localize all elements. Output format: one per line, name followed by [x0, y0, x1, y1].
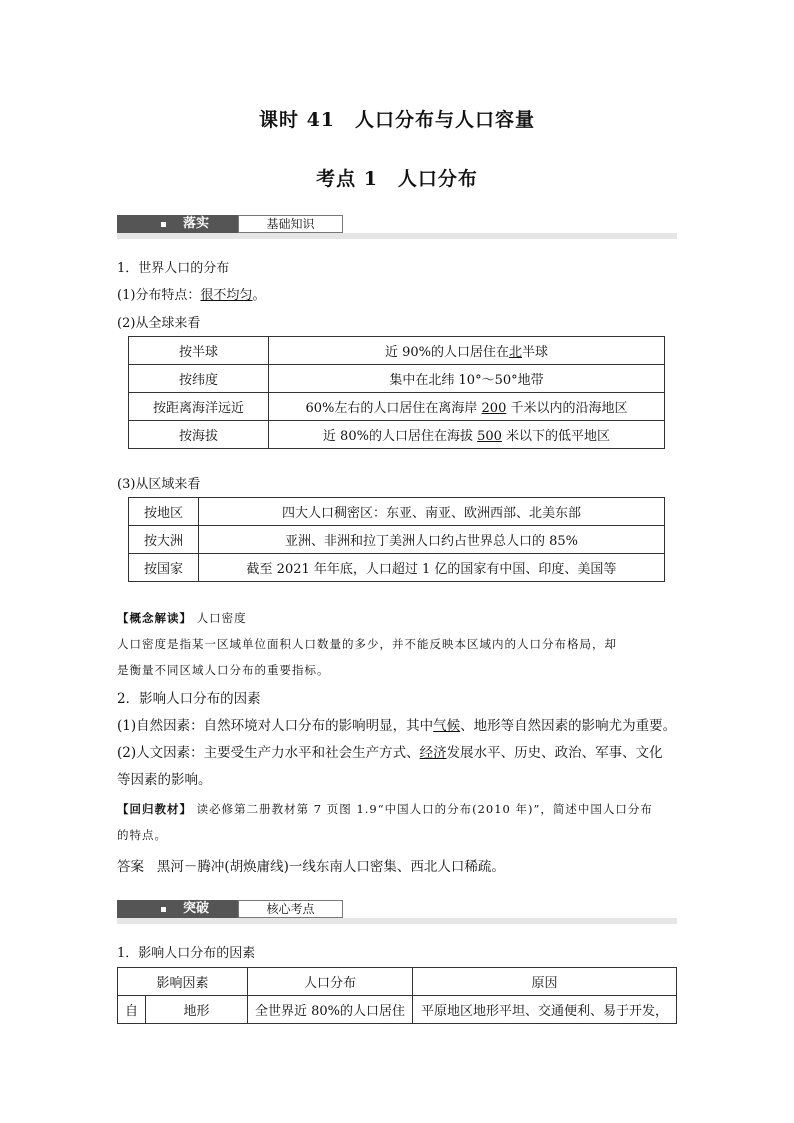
concept-line: 是衡量不同区域人口分布的重要指标。 [117, 663, 330, 677]
table-cell-label: 按半球 [129, 337, 269, 365]
concept-header [117, 605, 677, 631]
table-cell-label: 按地区 [129, 498, 199, 526]
textbook-tag: 【回归教材】 [117, 802, 192, 816]
item2-block [117, 686, 682, 794]
table-row [118, 996, 677, 1024]
textbook-block [117, 796, 677, 848]
item2-p1: (1)自然因素：自然环境对人口分布的影响明显，其中气候、地形等自然因素的影响尤为重要。 [117, 718, 677, 734]
item2-heading: 2．影响人口分布的因素 [117, 691, 261, 707]
table-cell-label: 按大洲 [129, 526, 199, 554]
band-divider [117, 233, 677, 239]
band-dark-text: 落实 [183, 216, 210, 231]
global-distribution-table [128, 336, 665, 449]
table-row [129, 365, 665, 393]
item1-heading: 1．世界人口的分布 [117, 261, 230, 276]
table-cell-value: 截至 2021 年年底，人口超过 1 亿的国家有中国、印度、美国等 [199, 554, 665, 582]
table-header-cell: 影响因素 [118, 968, 248, 996]
section-band-luoshi [117, 215, 677, 235]
item1-p3: (3)从区域来看 [117, 477, 201, 492]
concept-block [117, 605, 677, 683]
item1-p2: (2)从全球来看 [117, 316, 201, 331]
p1-suffix: 。 [252, 288, 266, 303]
square-bullet-icon [161, 222, 166, 227]
concept-term: 人口密度 [196, 611, 247, 625]
item2-p2: (2)人文因素：主要受生产力水平和社会生产方式、经济发展水平、历史、政治、军事、文化 [117, 745, 663, 761]
table-cell-value: 近 90%的人口居住在北半球 [269, 337, 665, 365]
table-cell-value: 近 80%的人口居住在海拔 500 米以下的低平地区 [269, 421, 665, 449]
p1-answer: 很不均匀 [200, 288, 253, 303]
section-band-tupo [117, 900, 677, 920]
p1-prefix: (1)分布特点： [117, 288, 201, 303]
table-row [129, 393, 665, 421]
table-header-cell: 人口分布 [248, 968, 413, 996]
table-cell: 自 [118, 996, 146, 1024]
band-label-dark [117, 900, 238, 918]
table-cell: 地形 [146, 996, 248, 1024]
table-cell-label: 按距离海洋远近 [129, 393, 269, 421]
concept-line: 人口密度是指某一区域单位面积人口数量的多少，并不能反映本区域内的人口分布格局，却 [117, 637, 617, 651]
item3-heading: 1．影响人口分布的因素 [117, 946, 256, 961]
table-row [129, 554, 665, 582]
table-cell-label: 按国家 [129, 554, 199, 582]
concept-tag: 【概念解读】 [117, 611, 192, 625]
answer-text: 黑河－腾冲(胡焕庸线)一线东南人口密集、西北人口稀疏。 [156, 859, 505, 875]
table-header-cell: 原因 [413, 968, 677, 996]
textbook-line: 【回归教材】 读必修第二册教材第 7 页图 1.9“中国人口的分布(2010 年)”，简述中国人口分布 [117, 802, 653, 816]
page-title: 课时 41 人口分布与人口容量 [258, 109, 536, 131]
band-box-label: 核心考点 [238, 900, 343, 918]
textbook-answer [117, 855, 505, 875]
table-cell-value: 集中在北纬 10°～50°地带 [269, 365, 665, 393]
table-cell-label: 按纬度 [129, 365, 269, 393]
table-cell-value: 四大人口稠密区：东亚、南亚、欧洲西部、北美东部 [199, 498, 665, 526]
band-label-dark [117, 215, 238, 233]
band-divider [117, 918, 677, 924]
table-row [129, 421, 665, 449]
table-cell-value: 亚洲、非洲和拉丁美洲人口约占世界总人口的 85% [199, 526, 665, 554]
textbook-line: 的特点。 [117, 828, 167, 842]
item1-p1 [117, 284, 265, 303]
section-title: 考点 1 人口分布 [316, 168, 478, 190]
table-row [129, 498, 665, 526]
table-header-row [118, 968, 677, 996]
item2-p2-cont: 等因素的影响。 [117, 772, 212, 788]
table-cell: 全世界近 80%的人口居住 [248, 996, 413, 1024]
band-box-label: 基础知识 [238, 215, 343, 233]
table-cell-label: 按海拔 [129, 421, 269, 449]
table-cell-value: 60%左右的人口居住在离海岸 200 千米以内的沿海地区 [269, 393, 665, 421]
band-dark-text: 突破 [183, 901, 210, 916]
table-row [129, 526, 665, 554]
answer-label: 答案 [117, 859, 144, 875]
factors-table [117, 967, 677, 1024]
table-cell: 平原地区地形平坦、交通便利、易于开发， [413, 996, 677, 1024]
regional-distribution-table [128, 497, 665, 582]
table-row [129, 337, 665, 365]
square-bullet-icon [161, 907, 166, 912]
